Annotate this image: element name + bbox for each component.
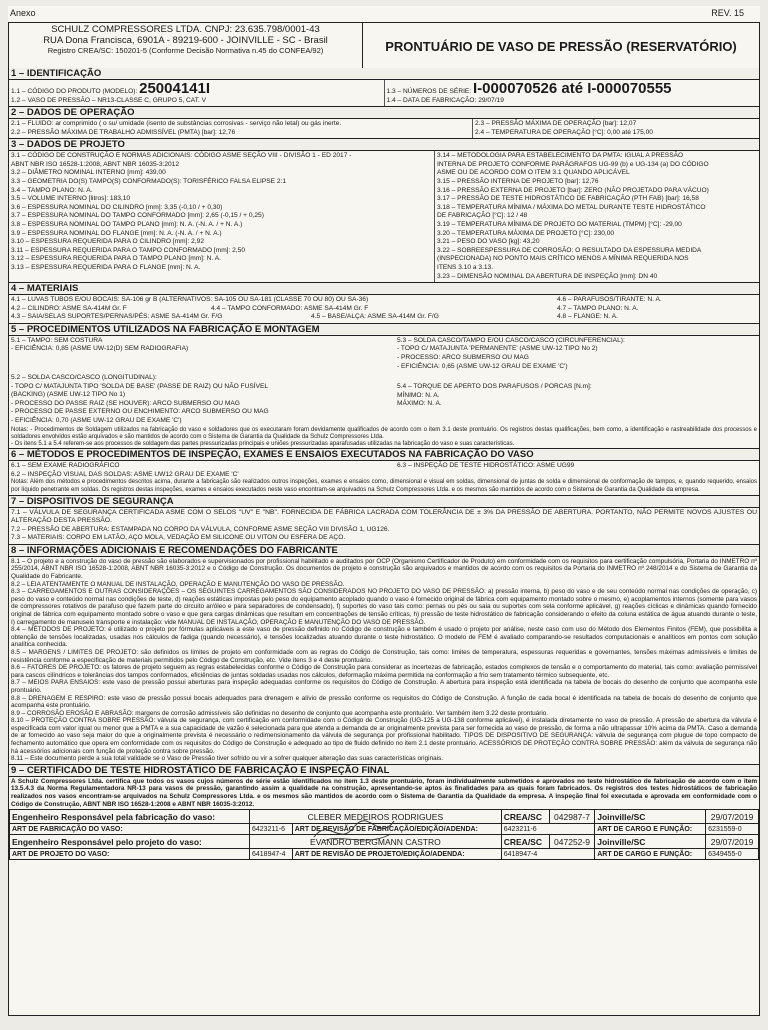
manufacture-date: 1.4 – DATA DE FABRICAÇÃO: 29/07/19 <box>386 97 504 104</box>
procedure-line: (BACKING) (ASME UW-12 TIPO No 1) <box>11 391 126 399</box>
info-item: 8.9 – CORROSÃO EROSÃO E ABRASÃO: margens de corrosão admissíveis são definidas no desenho de conjunto que acompanha este prontuário. Ver também item 3.22 deste prontuário. <box>11 709 549 717</box>
serial-label: 1.3 – NÚMEROS DE SÉRIE: <box>386 88 472 95</box>
section-title: 1 – IDENTIFICAÇÃO <box>9 68 759 80</box>
project-line: 3.18 – TEMPERATURA MÍNIMA / MÁXIMA DO METAL DURANTE TESTE HIDROSTÁTICO <box>437 203 706 211</box>
procedure-line: - TOPO C/ MATAJUNTA 'PERMANENTE' (ASME UW-12 TIPO No 2) <box>397 345 598 353</box>
project-line: 3.21 – PESO DO VASO [kg]: 43,20 <box>437 238 540 246</box>
document-page <box>8 6 760 1016</box>
pmta-line: 2.2 – PRESSÃO MÁXIMA DE TRABALHO ADMISSÍVEL (PMTA) [bar]: 12,76 <box>11 128 236 136</box>
procedure-line: - EFICIÊNCIA: 0,65 (ASME UW-12 GRAU DE EXAME 'C') <box>397 362 568 370</box>
company-address: RUA Dona Francisca, 6901A - 89219-600 - JOINVILLE - SC - Brasil <box>43 34 328 46</box>
procedure-line: - EFICIÊNCIA: 0,70 (ASME UW-12 GRAU DE EXAME 'C') <box>11 417 182 425</box>
safety-line: 7.1 – VÁLVULA DE SEGURANÇA CERTIFICADA ASME COM O SELOS "UV" E "NB". FORNECIDA DE FÁBRICA LACRADA COM TOLERÂNCIA DE ± 3% DA PRESSÃO DE ABERTURA. PORTANTO, NÃO PERMITE NOVOS AJUSTES OU ALTERAÇÃO DESTA PRESSÃO. <box>11 508 757 525</box>
certificate-text: A Schulz Compressores Ltda. certifica que todos os vasos cujos números de série estão identificados no item 1.3 deste prontuário, foram individualmente submetidos e aprovados no teste hidrostático de fabricação de acordo com o item 13.5.4.3 da Norma Regulamentadora NR-13 para vasos de pressão, garantindo assim a qualidade na construção, apresentando-se aptos às finalidades para as quais foram fabricados. Os registros dos testes hidrostáticos de fabricação realizados nos vasos encontram-se arquivados na Schulz Compressores Ltda. e os mesmos são mantidos de acordo com o Sistema de Garantia da Qualidade da empresa. A inspeção final foi executada e aprovada em conformidade com o Código de Construção, ABNT NBR ISO 16528-1:2008 e ABNT NBR 16035-3:2012. <box>11 777 757 808</box>
procedure-line: - TOPO C/ MATAJUNTA TIPO 'SOLDA DE BASE' (PASSE DE RAIZ) OU NÃO FUSÍVEL <box>11 382 269 390</box>
info-item: 8.8 – DRENAGEM E RESPIRO: este vaso de pressão possui bocais adequados para drenagem e alívio de pressão conforme os requisitos do Código de Construção. A função de cada bocal é identificada na tabela de bocais do desenho de conjunto que acompanha este prontuário. <box>11 694 757 710</box>
procedure-line: MÁXIMO: N. A. <box>397 400 442 408</box>
section-seguranca <box>9 495 759 544</box>
procedure-notes: Notas: - Procedimentos de Soldagem utilizados na fabricação do vaso e soldadores que os executaram foram devidamente qualificados de acordo com o item 3.1 deste prontuário. Os registros destas qualificações, bem como, a identificação e rastreabilidade dos processos e soldadores envolvidos estão arquivados e são mantidos de acordo com o Sistema de Garantia da Qualidade da Schulz Compressores Ltda. <box>11 426 757 440</box>
section-title: 6 – MÉTODOS E PROCEDIMENTOS DE INSPEÇÃO, EXAMES E ENSAIOS EXECUTADOS NA FABRICAÇÃO DO VASO <box>9 449 759 461</box>
material-line: 4.4 – TAMPO CONFORMADO: ASME SA-414M Gr. F <box>211 304 369 312</box>
identification-left <box>9 80 384 106</box>
project-left <box>9 151 434 282</box>
material-line: 4.2 – CILINDRO: ASME SA-414M Gr. F <box>11 304 127 312</box>
inspection-line: 6.2 – INSPEÇÃO VISUAL DAS SOLDAS: ASME UW12 GRAU DE EXAME 'C' <box>11 470 239 478</box>
material-line: 4.1 – LUVAS TUBOS E/OU BOCAIS: SA-106 gr B (ALTERNATIVOS: SA-105 OU SA-181 (CLASSE 70 OU 80) OU SA-36) <box>11 296 369 304</box>
art-rev-proj-label: ART DE REVISÃO DE PROJETO/EDIÇÃO/ADENDA: <box>292 849 501 860</box>
project-line: 3.20 – TEMPERATURA MÁXIMA DE PROJETO [°C]: 230,00 <box>437 229 615 237</box>
section-certificado <box>9 764 759 860</box>
anexo-label: Anexo <box>10 8 36 18</box>
project-line: 3.8 – ESPESSURA NOMINAL DO TAMPO PLANO [mm]: N. A. (-N. A. / + N. A.) <box>11 220 243 228</box>
project-line: 3.5 – VOLUME INTERNO [litros]: 183,10 <box>11 195 131 203</box>
art-fab-label: ART DE FABRICAÇÃO DO VASO: <box>10 824 250 835</box>
proj-engineer-name: EVANDRO BERGMANN CASTRO <box>250 835 502 849</box>
procedure-line: - PROCESSO DE PASSE EXTERNO OU ENCHIMENTO: ARCO SUBMERSO OU MAG <box>11 408 269 416</box>
safety-line: 7.2 – PRESSÃO DE ABERTURA: ESTAMPADA NO CORPO DA VÁLVULA, CONFORME ASME SEÇÃO VIII DIVISÃO 1, UG126. <box>11 525 390 533</box>
project-line: 3.19 – TEMPERATURA MÍNIMA DE PROJETO DO MATERIAL (TMPM) [°C]: -29,00 <box>437 220 682 228</box>
section-title: 5 – PROCEDIMENTOS UTILIZADOS NA FABRICAÇÃO E MONTAGEM <box>9 324 759 336</box>
project-line: 3.16 – PRESSÃO EXTERNA DE PROJETO [bar]: ZERO (NÃO PROJETADO PARA VÁCUO) <box>437 186 709 194</box>
art-rev-proj-number: 6418947-4 <box>501 849 594 860</box>
section-title: 4 – MATERIAIS <box>9 283 759 295</box>
section-informacoes <box>9 544 759 764</box>
info-item: 8.4 – MÉTODOS DE PROJETO: é utilizado o projeto por fórmulas aplicáveis a este vaso de pressão definido no Código de construção e também é usado o projeto por análise, neste caso com uso do Método dos Elementos Finitos (FEM), que possibilita a obtenção de tensões localizadas, usadas nos cálculos de fadiga (quando necessário), e tensões localizadas atuando durante o teste hidrostático. O modelo de FEM é avaliado comparando-se resultados computacionais e analíticos em pontos com solução analítica conhecida. <box>11 626 757 649</box>
section-title: 3 – DADOS DE PROJETO <box>9 139 759 151</box>
procedure-line: MÍNIMO: N. A. <box>397 391 440 399</box>
info-item: 8.10 – PROTEÇÃO CONTRA SOBRE PRESSÃO: válvula de segurança, com certificação em conformidade com o Código de Construção (UG-125 a UG-138 conforme aplicável), é instalada diretamente no vaso de pressão. A pressão de abertura da válvula é especificada com valor igual ou menor que a PMTA e a sua capacidade de vazão é selecionada para que atenda a demanda de ar originalmente prevista para ser fornecida ao vaso de pressão, de forma a não ultrapassar 10% acima da PMTA. Caso a demanda de ar fornecido ao vaso seja maior do que a originalmente prevista é necessário o redimensionamento da válvula de segurança por profissional habilitado. TIPOS DE DISPOSITIVO DE SEGURANÇA: válvula de segurança com plugue de topo compacto de fechamento automático que opera em conformidade com os requisitos do Código de Construção e adequado ao tipo de fluido definido no item 2.1 deste prontuário. ACESSÓRIOS DE PROTEÇÃO CONTRA SOBRE PRESSÃO: além da válvula de segurança não há acessórios adicionais com função de proteção contra sobre pressão. <box>11 717 757 755</box>
company-registry: Registro CREA/SC: 150201-5 (Conforme Decisão Normativa n.45 do CONFEA/92) <box>47 46 324 55</box>
project-line: 3.9 – ESPESSURA NOMINAL DO FLANGE [mm]: N. A. (-N. A. / + N. A.) <box>11 229 222 237</box>
signature-scribble-icon <box>309 813 399 849</box>
material-line: 4.6 – PARAFUSOS/TIRANTE: N. A. <box>557 296 662 304</box>
project-line: 3.7 – ESPESSURA NOMINAL DO TAMPO CONFORMADO [mm]: 2,65 (-0,15 / + 0,25) <box>11 212 264 220</box>
section-title: 9 – CERTIFICADO DE TESTE HIDROSTÁTICO DE FABRICAÇÃO E INSPEÇÃO FINAL <box>9 765 759 777</box>
operation-left <box>9 119 472 138</box>
section-identificacao <box>9 68 759 106</box>
section-procedimentos <box>9 323 759 448</box>
section-materiais <box>9 282 759 323</box>
project-line: 3.15 – PRESSÃO INTERNA DE PROJETO [bar]: 12,76 <box>437 177 599 185</box>
max-pressure-line: 2.3 – PRESSÃO MÁXIMA DE OPERAÇÃO [bar]: 12,07 <box>475 120 637 127</box>
project-line: 3.23 – DIMENSÃO NOMINAL DA ABERTURA DE INSPEÇÃO [mm]: DN 40 <box>437 272 658 280</box>
fab-date: 29/07/2019 <box>706 810 759 824</box>
crea-label: CREA/SC <box>501 810 549 824</box>
fab-engineer-label: Engenheiro Responsável pela fabricação do vaso: <box>10 810 250 824</box>
procedure-left <box>9 336 395 427</box>
project-line: 3.14 – METODOLOGIA PARA ESTABELECIMENTO DA PMTA: IGUAL A PRESSÃO <box>437 152 684 160</box>
art-proj-number: 6418947-4 <box>250 849 293 860</box>
art-proj-label: ART DE PROJETO DO VASO: <box>10 849 250 860</box>
project-line: 3.3 – GEOMETRIA DO(S) TAMPO(S) CONFORMADO(S): TORISFÉRICO FALSA ELIPSE 2:1 <box>11 177 287 185</box>
info-item: 8.5 – MARGENS / LIMITES DE PROJETO: são definidos os limites de projeto em conformidade com as regras do Código de Construção, tais como: limites de temperatura, espessuras requeridas e governantes, tensões máximas admissíveis e limites de resistência conforme a especificação de materiais permitidos pelo Código de Construção, etc. Vide itens 3 e 4 deste prontuário. <box>11 648 757 664</box>
section-title: 2 – DADOS DE OPERAÇÃO <box>9 107 759 119</box>
project-line: 3.10 – ESPESSURA REQUERIDA PARA O CILINDRO [mm]: 2,92 <box>11 238 204 246</box>
procedure-right <box>395 336 759 427</box>
section-projeto <box>9 138 759 282</box>
project-line: DE FABRICAÇÃO [°C]: 12 / 48 <box>437 212 528 220</box>
procedure-line: - EFICIÊNCIA: 0,85 (ASME UW-12(D) SEM RADIOGRAFIA) <box>11 345 189 353</box>
identification-right <box>384 80 760 106</box>
product-code-value: 25004141I <box>139 80 211 97</box>
procedure-line: - PROCESSO: ARCO SUBMERSO OU MAG <box>397 354 529 362</box>
project-line: INTERNA DE PROJETO CONFORME PARÁGRAFOS UG-99 (b) e UG-134 (a) DO CÓDIGO <box>437 160 709 168</box>
art-rev-fab-number: 6423211-6 <box>501 824 594 835</box>
section-title: 7 – DISPOSITIVOS DE SEGURANÇA <box>9 496 759 508</box>
company-block <box>9 23 363 69</box>
product-code-label: 1.1 – CÓDIGO DO PRODUTO (MODELO): <box>11 88 138 95</box>
procedure-line: 5.4 – TORQUE DE APERTO DOS PARAFUSOS / PORCAS [N.m]: <box>397 383 592 391</box>
project-line: ASME OU DE ACORDO COM O ITEM 3.1 QUANDO APLICÁVEL <box>437 169 630 177</box>
info-item: 8.2 – LEIA ATENTAMENTE O MANUAL DE INSTALAÇÃO, OPERAÇÃO E MANUTENÇÃO DO VASO DE PRESSÃO. <box>11 580 345 588</box>
info-item: 8.11 – Este documento perde a sua total validade se o Vaso de Pressão tiver sofrido ou vir a sofrer qualquer alteração das suas características originais. <box>11 755 444 763</box>
safety-line: 7.3 – MATERIAIS: CORPO EM LATÃO, AÇO MOLA, VEDAÇÃO EM SILICONE OU VITON OU ESFERA DE AÇO. <box>11 534 346 542</box>
procedure-line: 5.1 – TAMPO: SEM COSTURA <box>11 336 103 344</box>
procedure-line: 5.2 – SOLDA CASCO/CASCO (LONGITUDINAL): <box>11 374 157 382</box>
inspection-notes: Notas: Além dos métodos e procedimentos descritos acima, durante a fabricação são realizados outros inspeções, exames e ensaios como, dimensional e visual em soldas, dimensional de juntas de solda e dimensional de conformação de tampos, e, quando requerido, ensaios por líquido penetrante em soldas. Os registros destas inspeções, exames e ensaios executados neste vaso encontram-se arquivados na Schulz Compressores Ltda. e os mesmos são mantidos de acordo com o Sistema de Garantia da Qualidade da empresa. <box>11 479 757 493</box>
inspection-line: 6.3 – INSPEÇÃO DE TESTE HIDROSTÁTICO: ASME UG99 <box>397 462 575 470</box>
city-label: Joinville/SC <box>595 835 706 849</box>
project-line: (INSPECIONADA) NO PONTO MAIS CRÍTICO MENOS A MÍNIMA REQUERIDA NOS <box>437 255 689 263</box>
top-line <box>8 6 760 22</box>
operation-right <box>472 119 759 138</box>
proj-date: 29/07/2019 <box>706 835 759 849</box>
project-line: 3.22 – SOBREESPESSURA DE CORROSÃO: O RESULTADO DA ESPESSURA MEDIDA <box>437 246 702 254</box>
project-line: 3.17 – PRESSÃO DE TESTE HIDROSTÁTICO DE FABRICAÇÃO (PTH FAB) [bar]: 16,58 <box>437 195 699 203</box>
project-line: 3.11 – ESPESSURA REQUERIDA PARA O TAMPO CONFORMADO [mm]: 2,50 <box>11 246 246 254</box>
city-label: Joinville/SC <box>595 810 706 824</box>
document-header <box>8 22 760 70</box>
fab-crea-number: 042987-7 <box>549 810 594 824</box>
document-title: PRONTUÁRIO DE VASO DE PRESSÃO (RESERVATÓRIO) <box>385 38 737 54</box>
crea-label: CREA/SC <box>501 835 549 849</box>
project-line: 3.12 – ESPESSURA REQUERIDA PARA O TAMPO PLANO [mm]: N. A. <box>11 255 221 263</box>
procedure-line: - PROCESSO DO PASSE RAIZ (SE HOUVER): ARCO SUBMERSO OU MAG <box>11 399 240 407</box>
art-cargo-proj-number: 6349455-0 <box>706 849 759 860</box>
material-line: 4.8 – FLANGE: N. A. <box>557 313 618 321</box>
section-title: 8 – INFORMAÇÕES ADICIONAIS E RECOMENDAÇÕES DO FABRICANTE <box>9 545 759 557</box>
info-item: 8.7 – MEIOS PARA ENSAIOS: este vaso de pressão possui aberturas para inspeção adequadas conforme os requisitos do Código de Construção. A abertura para inspeção está identificada na tabela de bocais do desenho de conjunto que acompanha este prontuário. <box>11 679 757 694</box>
project-line: 3.6 – ESPESSURA NOMINAL DO CILINDRO [mm]: 3,35 (-0,10 / + 0,30) <box>11 203 223 211</box>
project-right <box>434 151 759 282</box>
art-cargo-fab-number: 6231559-0 <box>706 824 759 835</box>
inspection-line: 6.1 – SEM EXAME RADIOGRÁFICO <box>11 462 120 470</box>
info-item: 8.6 – FATORES DE PROJETO: os fatores de projeto seguem as regras estabelecidas conforme o Código de Construção para considerar as incertezas de fabricação, estados complexos de tensão e o comportamento do material, tais como: avaliação permissível para cascos cilíndricos e tolerâncias dos tampos conformados, eficiências de juntas soldadas usadas nos cálculos, deformação máxima permitida na conformação a frio sem tratamento térmico subsequente, etc. <box>11 664 757 679</box>
info-item: 8.1 – O projeto e a construção do vaso de pressão são elaborados e supervisionados por profissional habilitado e auditados por OCP (Organismo Certificador de Produto) em conformidade com os requisitos para certificação compulsória, Portaria do INMETRO nº 255/2014, ABNT NBR ISO 16528-1:2008, ABNT NBR 16035-3:2012 e o Código de Construção. Os documentos de projeto e construção são arquivados e mantidos de acordo com os requisitos da Portaria do INMETRO nº 248/2014 e do Sistema de Garantia da Qualidade do Fabricante. <box>11 557 757 581</box>
art-cargo-proj-label: ART DE CARGO E FUNÇÃO: <box>595 849 706 860</box>
serial-value: I-000070526 até I-000070555 <box>473 80 672 97</box>
proj-engineer-label: Engenheiro Responsável pelo projeto do vaso: <box>10 835 250 849</box>
procedure-line: 5.3 – SOLDA CASCO/TAMPO E/OU CASCO/CASCO (CIRCUNFERENCIAL): <box>397 336 625 344</box>
project-line: 3.2 – DIÂMETRO NOMINAL INTERNO [mm]: 439,00 <box>11 169 166 177</box>
project-line: 3.4 – TAMPO PLANO: N. A. <box>11 186 93 194</box>
info-item: 8.3 – CARREGAMENTOS E OUTRAS CONSIDERAÇÕES – OS SEGUINTES CARREGAMENTOS SÃO CONSIDERADOS NO PROJETO DO VASO DE PRESSÃO: a) pressão interna, b) peso do vaso e de seu conteúdo normal nas condições de operação, c) peso do vaso e conteúdo normal nas condições de teste, d) reações estáticas impostas pelo peso do equipamento acoplado quando o vaso é fornecido original de fábrica com equipamento montado sobre o mesmo, e) acoplamentos internos (somente para vasos de compressores rotativos de parafuso que fazem parte do circuito ar/óleo e para separadores de condensado), f) suportes do vaso tais como: pernas ou pés ou saia ou suportes com sela conforme aplicável, g) reações cíclicas e dinâmicas quando fornecido original de fábrica com equipamento montado sobre o vaso e que gera cargas dinâmicas que resultam em concentrações de tensão críticas, h) pressão de teste hidrostático de fabricação considerando o efeito da coluna estática de água atuando durante o teste, I) carregamento de manuseio transporte e instalação: vide MANUAL DE INSTALAÇÃO, OPERAÇÃO E MANUTENÇÃO DO VASO DE PRESSÃO. <box>11 588 757 626</box>
art-cargo-fab-label: ART DE CARGO E FUNÇÃO: <box>595 824 706 835</box>
section-inspecao <box>9 448 759 495</box>
section-operacao <box>9 106 759 138</box>
project-line: 3.13 – ESPESSURA REQUERIDA PARA O FLANGE [mm]: N. A. <box>11 263 201 271</box>
company-name: SCHULZ COMPRESSORES LTDA. CNPJ: 23.635.798/0001-43 <box>51 24 320 35</box>
procedure-notes-2: - Os itens 5.1 a 5.4 referem-se aos processos de soldagem das partes pressurizadas principais e uniões pressurizadas aparafusadas utilizadas na fabricação do vaso e suas características. <box>11 441 515 448</box>
document-body <box>8 68 760 1016</box>
material-line: 4.5 – BASE/ALÇA: ASME SA-414M Gr. F/G <box>311 313 439 321</box>
project-line: ABNT NBR ISO 16528-1:2008, ABNT NBR 16035-3:2012 <box>11 160 179 168</box>
material-line: 4.7 – TAMPO PLANO: N. A. <box>557 304 639 312</box>
vessel-class: 1.2 – VASO DE PRESSÃO – NR13-CLASSE C, GRUPO 5, CAT. V <box>11 97 207 104</box>
proj-crea-number: 047252-9 <box>549 835 594 849</box>
material-line: 4.3 – SAIA/SELAS SUPORTES/PERNAS/PÉS: ASME SA-414M Gr. F/G <box>11 313 223 321</box>
project-line: ITENS 3.10 a 3.13. <box>437 263 494 271</box>
art-fab-number: 6423211-6 <box>250 824 293 835</box>
project-line: 3.1 – CÓDIGO DE CONSTRUÇÃO E NORMAS ADICIONAIS: CÓDIGO ASME SEÇÃO VIII - DIVISÃO 1 - ED 2017 - <box>11 152 352 160</box>
temperature-line: 2.4 – TEMPERATURA DE OPERAÇÃO [°C]: 0,00 até 175,00 <box>475 128 653 136</box>
revision-label: REV. 15 <box>711 8 744 18</box>
fab-engineer-name: CLEBER MEDEIROS RODRIGUES <box>250 810 502 824</box>
fluid-line: 2.1 – FLUIDO: ar comprimido ( o su/ umidade (isento de substâncias corrosivas - serviço não letal) ou gás inerte. <box>11 120 342 127</box>
art-rev-fab-label: ART DE REVISÃO DE FABRICAÇÃO/EDIÇÃO/ADENDA: <box>292 824 501 835</box>
